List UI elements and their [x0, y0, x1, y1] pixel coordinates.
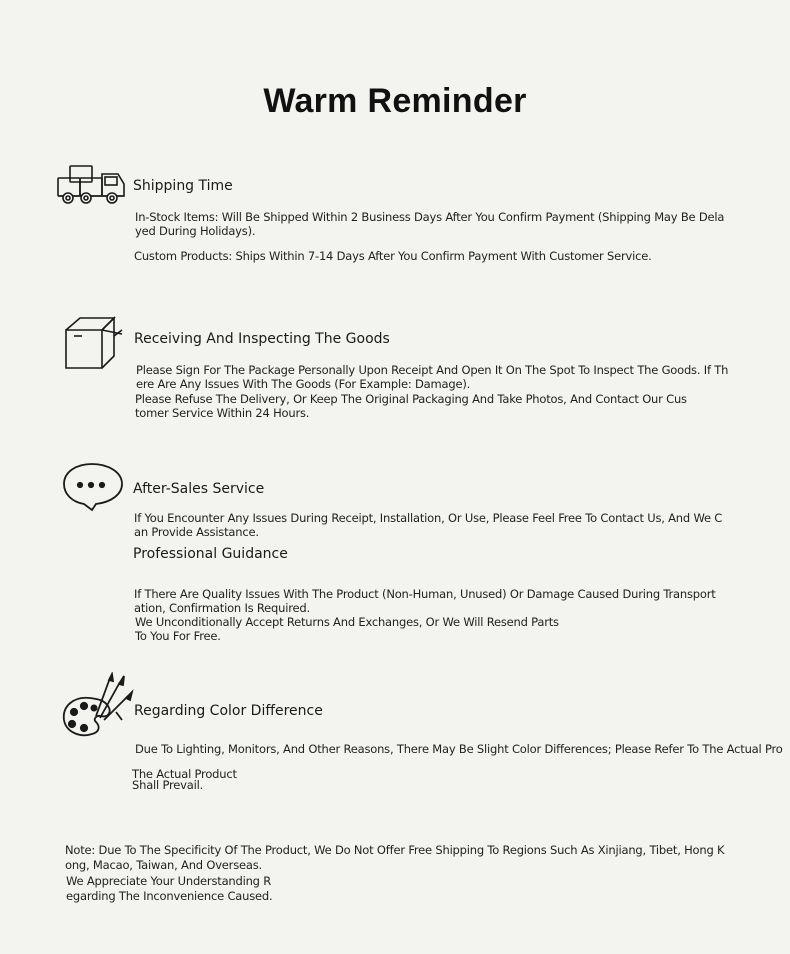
- page-title: Warm Reminder: [263, 82, 527, 120]
- receiving-line-4: tomer Service Within 24 Hours.: [135, 406, 310, 420]
- color-difference-heading: Regarding Color Difference: [134, 703, 323, 719]
- guidance-line-1: If There Are Quality Issues With The Product (Non-Human, Unused) Or Damage Caused During Transport: [134, 587, 716, 601]
- receiving-line-1: Please Sign For The Package Personally Upon Receipt And Open It On The Spot To Inspect The Goods. If Th: [136, 363, 729, 377]
- color-line-3: Shall Prevail.: [132, 778, 204, 792]
- chat-bubble-icon: [62, 462, 124, 512]
- box-icon: [62, 316, 124, 372]
- after-sales-line-1: If You Encounter Any Issues During Receipt, Installation, Or Use, Please Feel Free To Contact Us, And We C: [134, 511, 723, 525]
- guidance-line-3: We Unconditionally Accept Returns And Exchanges, Or We Will Resend Parts: [135, 615, 559, 629]
- guidance-line-2: ation, Confirmation Is Required.: [134, 601, 310, 615]
- shipping-heading: Shipping Time: [133, 178, 233, 194]
- after-sales-heading: After-Sales Service: [133, 481, 265, 497]
- receiving-line-2: ere Are Any Issues With The Goods (For Example: Damage).: [136, 377, 471, 391]
- truck-icon: [56, 164, 128, 206]
- receiving-heading: Receiving And Inspecting The Goods: [134, 331, 390, 347]
- shipping-line-1: In-Stock Items: Will Be Shipped Within 2 Business Days After You Confirm Payment (Shipping May Be Dela: [135, 210, 725, 224]
- receiving-line-3: Please Refuse The Delivery, Or Keep The Original Packaging And Take Photos, And Contact Our Cus: [135, 392, 687, 406]
- after-sales-line-2: an Provide Assistance.: [134, 525, 259, 539]
- professional-guidance-heading: Professional Guidance: [133, 546, 288, 562]
- note-line-2: ong, Macao, Taiwan, And Overseas.: [65, 858, 262, 872]
- shipping-line-3: Custom Products: Ships Within 7-14 Days After You Confirm Payment With Customer Service.: [134, 249, 652, 263]
- note-line-3: We Appreciate Your Understanding R: [66, 874, 272, 888]
- note-line-1: Note: Due To The Specificity Of The Product, We Do Not Offer Free Shipping To Regions Such As Xinjiang, Tibet, Hong K: [65, 843, 725, 857]
- guidance-line-4: To You For Free.: [135, 629, 221, 643]
- shipping-line-2: yed During Holidays).: [135, 224, 256, 238]
- note-line-4: egarding The Inconvenience Caused.: [66, 889, 273, 903]
- color-line-1: Due To Lighting, Monitors, And Other Reasons, There May Be Slight Color Differences; Please Refer To The Actual Pro: [135, 742, 783, 756]
- color-line-2: The Actual Product: [132, 767, 237, 781]
- palette-icon: [60, 672, 134, 740]
